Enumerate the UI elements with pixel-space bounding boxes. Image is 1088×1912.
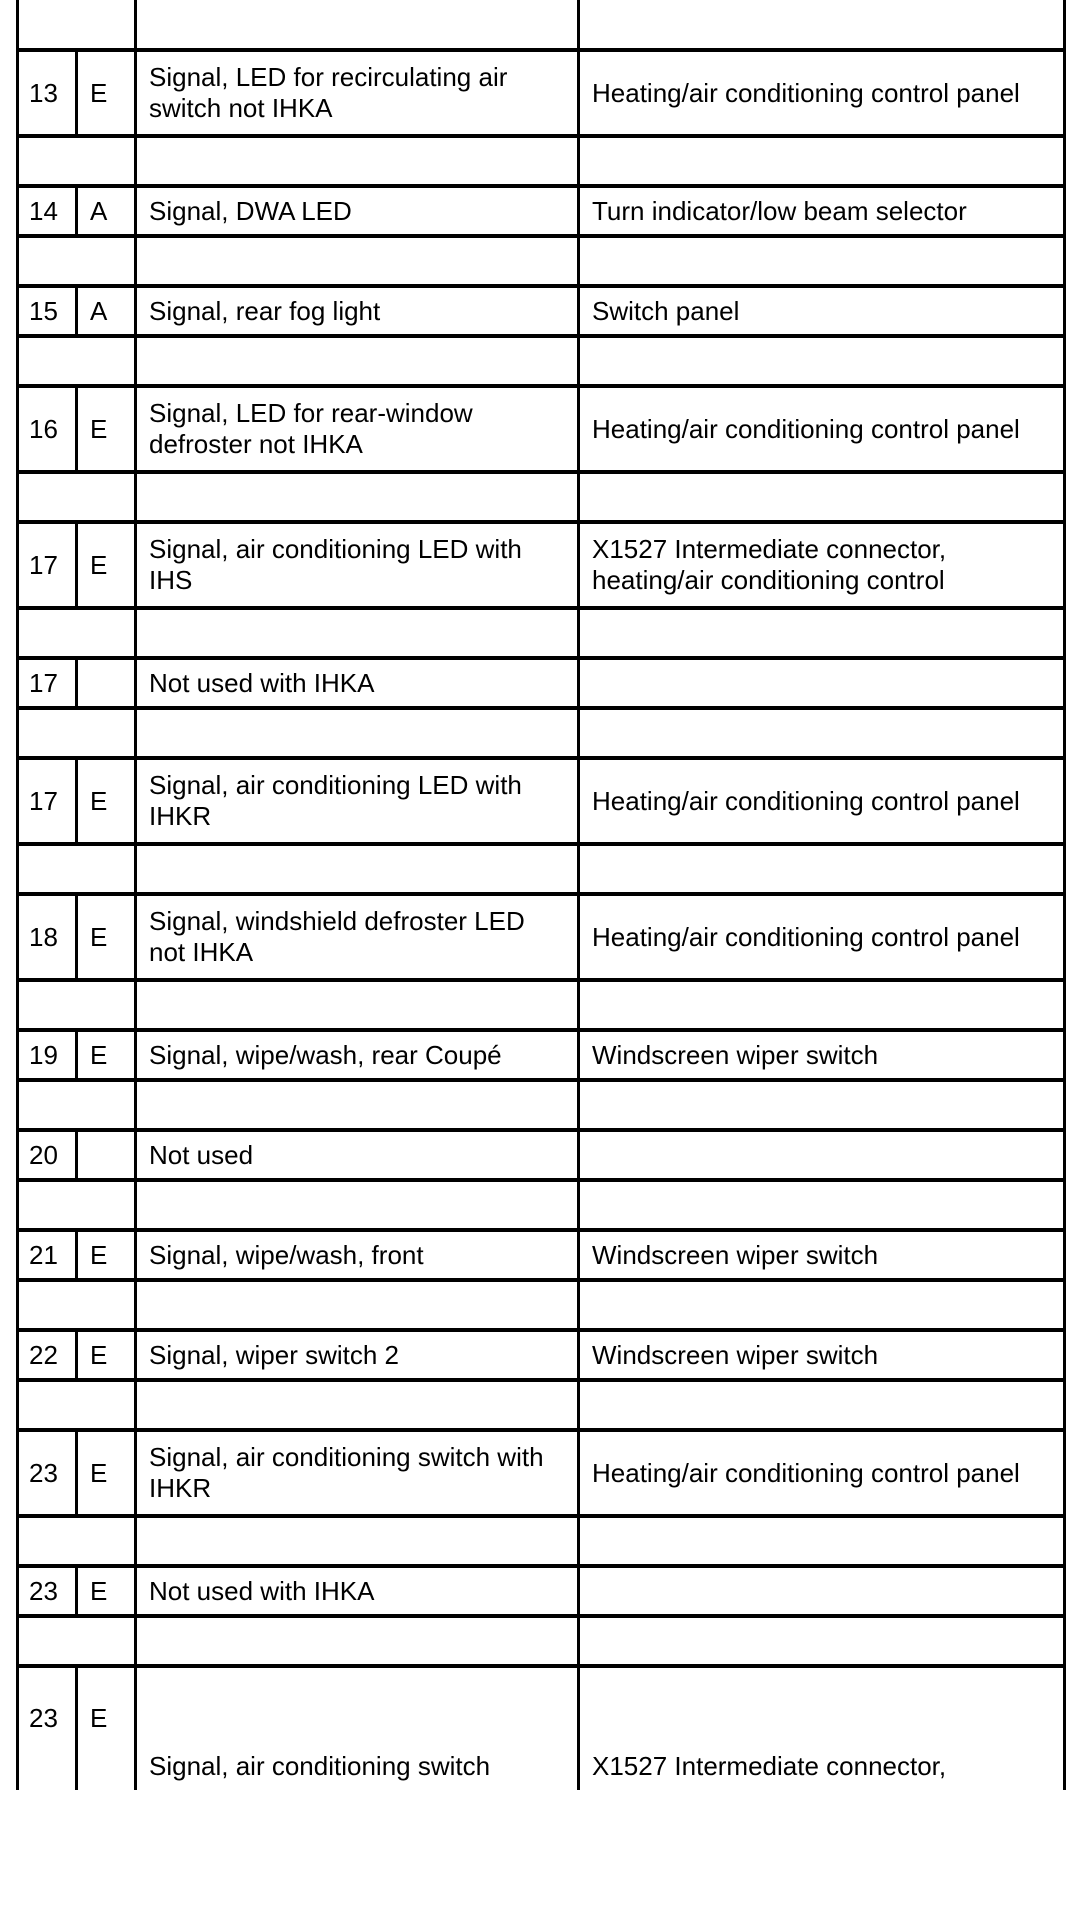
pin-description: Signal, air conditioning LED with IHS xyxy=(136,522,579,608)
pin-number: 13 xyxy=(18,50,77,136)
pin-location: Windscreen wiper switch xyxy=(579,1230,1065,1280)
table-row xyxy=(18,1230,1065,1280)
pin-type: E xyxy=(77,1230,136,1280)
pin-number: 23 xyxy=(18,1566,77,1616)
pin-description: Signal, wipe/wash, front xyxy=(136,1230,579,1280)
pin-location: Heating/air conditioning control panel xyxy=(579,50,1065,136)
table-row xyxy=(18,758,1065,844)
pin-location: Windscreen wiper switch xyxy=(579,1330,1065,1380)
pin-number: 16 xyxy=(18,386,77,472)
pin-type: E xyxy=(77,894,136,980)
pin-location: Heating/air conditioning control panel xyxy=(579,386,1065,472)
pin-number: 15 xyxy=(18,286,77,336)
table-row xyxy=(18,1030,1065,1080)
spacer-row xyxy=(18,844,1065,894)
spacer-row xyxy=(18,1616,1065,1666)
table-row xyxy=(18,50,1065,136)
spacer-row xyxy=(18,608,1065,658)
pin-description: Signal, rear fog light xyxy=(136,286,579,336)
pin-location xyxy=(579,1130,1065,1180)
pin-number: 18 xyxy=(18,894,77,980)
pin-type: E xyxy=(77,386,136,472)
spacer-row xyxy=(18,472,1065,522)
spacer-row xyxy=(18,1280,1065,1330)
pin-description: Not used xyxy=(136,1130,579,1180)
pin-description: Signal, air conditioning LED with IHKR xyxy=(136,758,579,844)
pin-type: E xyxy=(77,522,136,608)
pin-number: 20 xyxy=(18,1130,77,1180)
pin-location xyxy=(579,1566,1065,1616)
table-row xyxy=(18,1666,1065,1790)
pin-number: 22 xyxy=(18,1330,77,1380)
pin-type: E xyxy=(77,758,136,844)
spacer-row xyxy=(18,1516,1065,1566)
pin-number: 19 xyxy=(18,1030,77,1080)
spacer-row xyxy=(18,336,1065,386)
pin-location xyxy=(579,658,1065,708)
table-row xyxy=(18,1130,1065,1180)
pin-type: E xyxy=(77,1666,136,1790)
spacer-row xyxy=(18,136,1065,186)
pin-type xyxy=(77,658,136,708)
pin-location: Heating/air conditioning control panel xyxy=(579,758,1065,844)
pin-description: Not used with IHKA xyxy=(136,658,579,708)
pin-number: 17 xyxy=(18,758,77,844)
pin-description: Not used with IHKA xyxy=(136,1566,579,1616)
spacer-row xyxy=(18,708,1065,758)
pin-description: Signal, air conditioning switch with IHKR xyxy=(136,1430,579,1516)
pin-description: Signal, windshield defroster LED not IHKA xyxy=(136,894,579,980)
spacer-row xyxy=(18,236,1065,286)
pin-number: 21 xyxy=(18,1230,77,1280)
pin-location: X1527 Intermediate connector, xyxy=(579,1666,1065,1790)
table-top-stub xyxy=(18,0,1065,50)
pin-location: Switch panel xyxy=(579,286,1065,336)
table-row xyxy=(18,894,1065,980)
connector-pin-table xyxy=(16,0,1066,1790)
spacer-row xyxy=(18,1180,1065,1230)
pin-location: Heating/air conditioning control panel xyxy=(579,894,1065,980)
spacer-row xyxy=(18,1080,1065,1130)
pin-description: Signal, LED for recirculating air switch not IHKA xyxy=(136,50,579,136)
pin-location: X1527 Intermediate connector, heating/air conditioning control xyxy=(579,522,1065,608)
pin-location: Windscreen wiper switch xyxy=(579,1030,1065,1080)
pin-type xyxy=(77,1130,136,1180)
pin-description: Signal, wipe/wash, rear Coupé xyxy=(136,1030,579,1080)
table-row xyxy=(18,658,1065,708)
pin-number: 14 xyxy=(18,186,77,236)
pin-type: A xyxy=(77,286,136,336)
pin-description: Signal, air conditioning switch xyxy=(136,1666,579,1790)
table-row xyxy=(18,286,1065,336)
spacer-row xyxy=(18,1380,1065,1430)
pin-type: E xyxy=(77,1330,136,1380)
pin-location: Turn indicator/low beam selector xyxy=(579,186,1065,236)
table-row xyxy=(18,186,1065,236)
pin-description: Signal, LED for rear-window defroster not IHKA xyxy=(136,386,579,472)
pin-type: E xyxy=(77,1430,136,1516)
table-row xyxy=(18,386,1065,472)
pin-type: E xyxy=(77,1566,136,1616)
pin-type: E xyxy=(77,50,136,136)
table-row xyxy=(18,1430,1065,1516)
pin-type: A xyxy=(77,186,136,236)
pin-number: 17 xyxy=(18,658,77,708)
pin-description: Signal, wiper switch 2 xyxy=(136,1330,579,1380)
pin-location: Heating/air conditioning control panel xyxy=(579,1430,1065,1516)
pin-type: E xyxy=(77,1030,136,1080)
pin-description: Signal, DWA LED xyxy=(136,186,579,236)
pin-number: 23 xyxy=(18,1666,77,1790)
table-row xyxy=(18,522,1065,608)
pin-number: 23 xyxy=(18,1430,77,1516)
table-row xyxy=(18,1330,1065,1380)
table-row xyxy=(18,1566,1065,1616)
spacer-row xyxy=(18,980,1065,1030)
pin-number: 17 xyxy=(18,522,77,608)
